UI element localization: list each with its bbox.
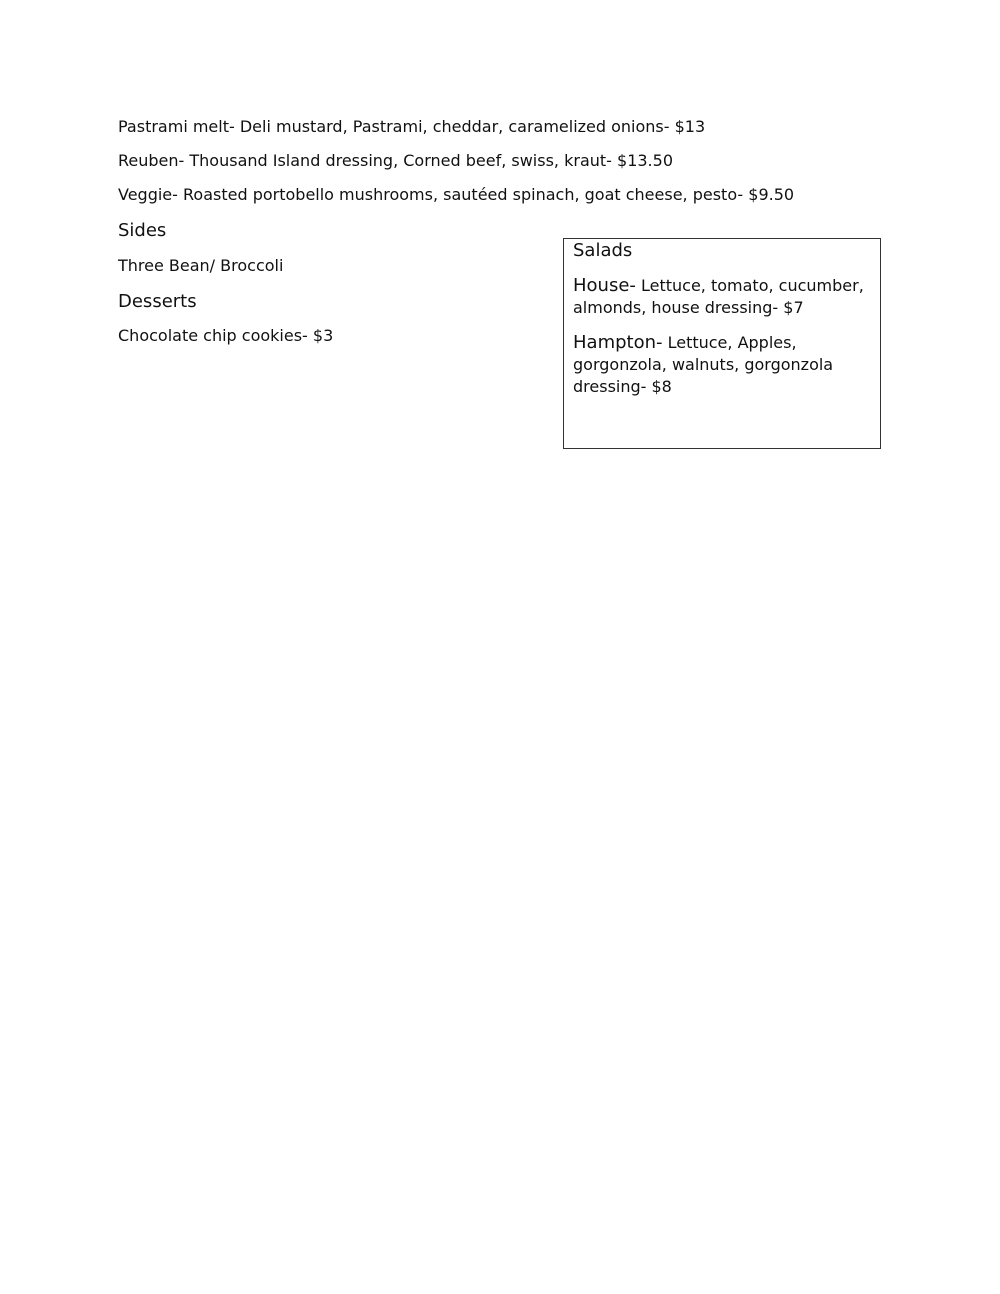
salad-description-house: Lettuce, tomato, cucumber, almonds, house dressing- $7: [573, 276, 864, 317]
salad-name-hampton: Hampton-: [573, 332, 663, 353]
sides-item: Three Bean/ Broccoli: [118, 256, 284, 275]
salad-name-house: House-: [573, 275, 636, 296]
salads-box: [563, 238, 881, 449]
menu-item-veggie: Veggie- Roasted portobello mushrooms, sautéed spinach, goat cheese, pesto- $9.50: [118, 185, 795, 204]
menu-item-pastrami: Pastrami melt- Deli mustard, Pastrami, cheddar, caramelized onions- $13: [118, 117, 706, 136]
menu-item-reuben: Reuben- Thousand Island dressing, Corned beef, swiss, kraut- $13.50: [118, 151, 673, 170]
salad-item-hampton: [573, 332, 868, 398]
salad-item-house: [573, 275, 868, 319]
salad-description-hampton: Lettuce, Apples, gorgonzola, walnuts, gorgonzola dressing- $8: [573, 333, 834, 396]
desserts-item: Chocolate chip cookies- $3: [118, 326, 334, 345]
desserts-heading: Desserts: [118, 291, 197, 312]
sides-heading: Sides: [118, 220, 167, 241]
salads-heading: Salads: [573, 240, 633, 261]
